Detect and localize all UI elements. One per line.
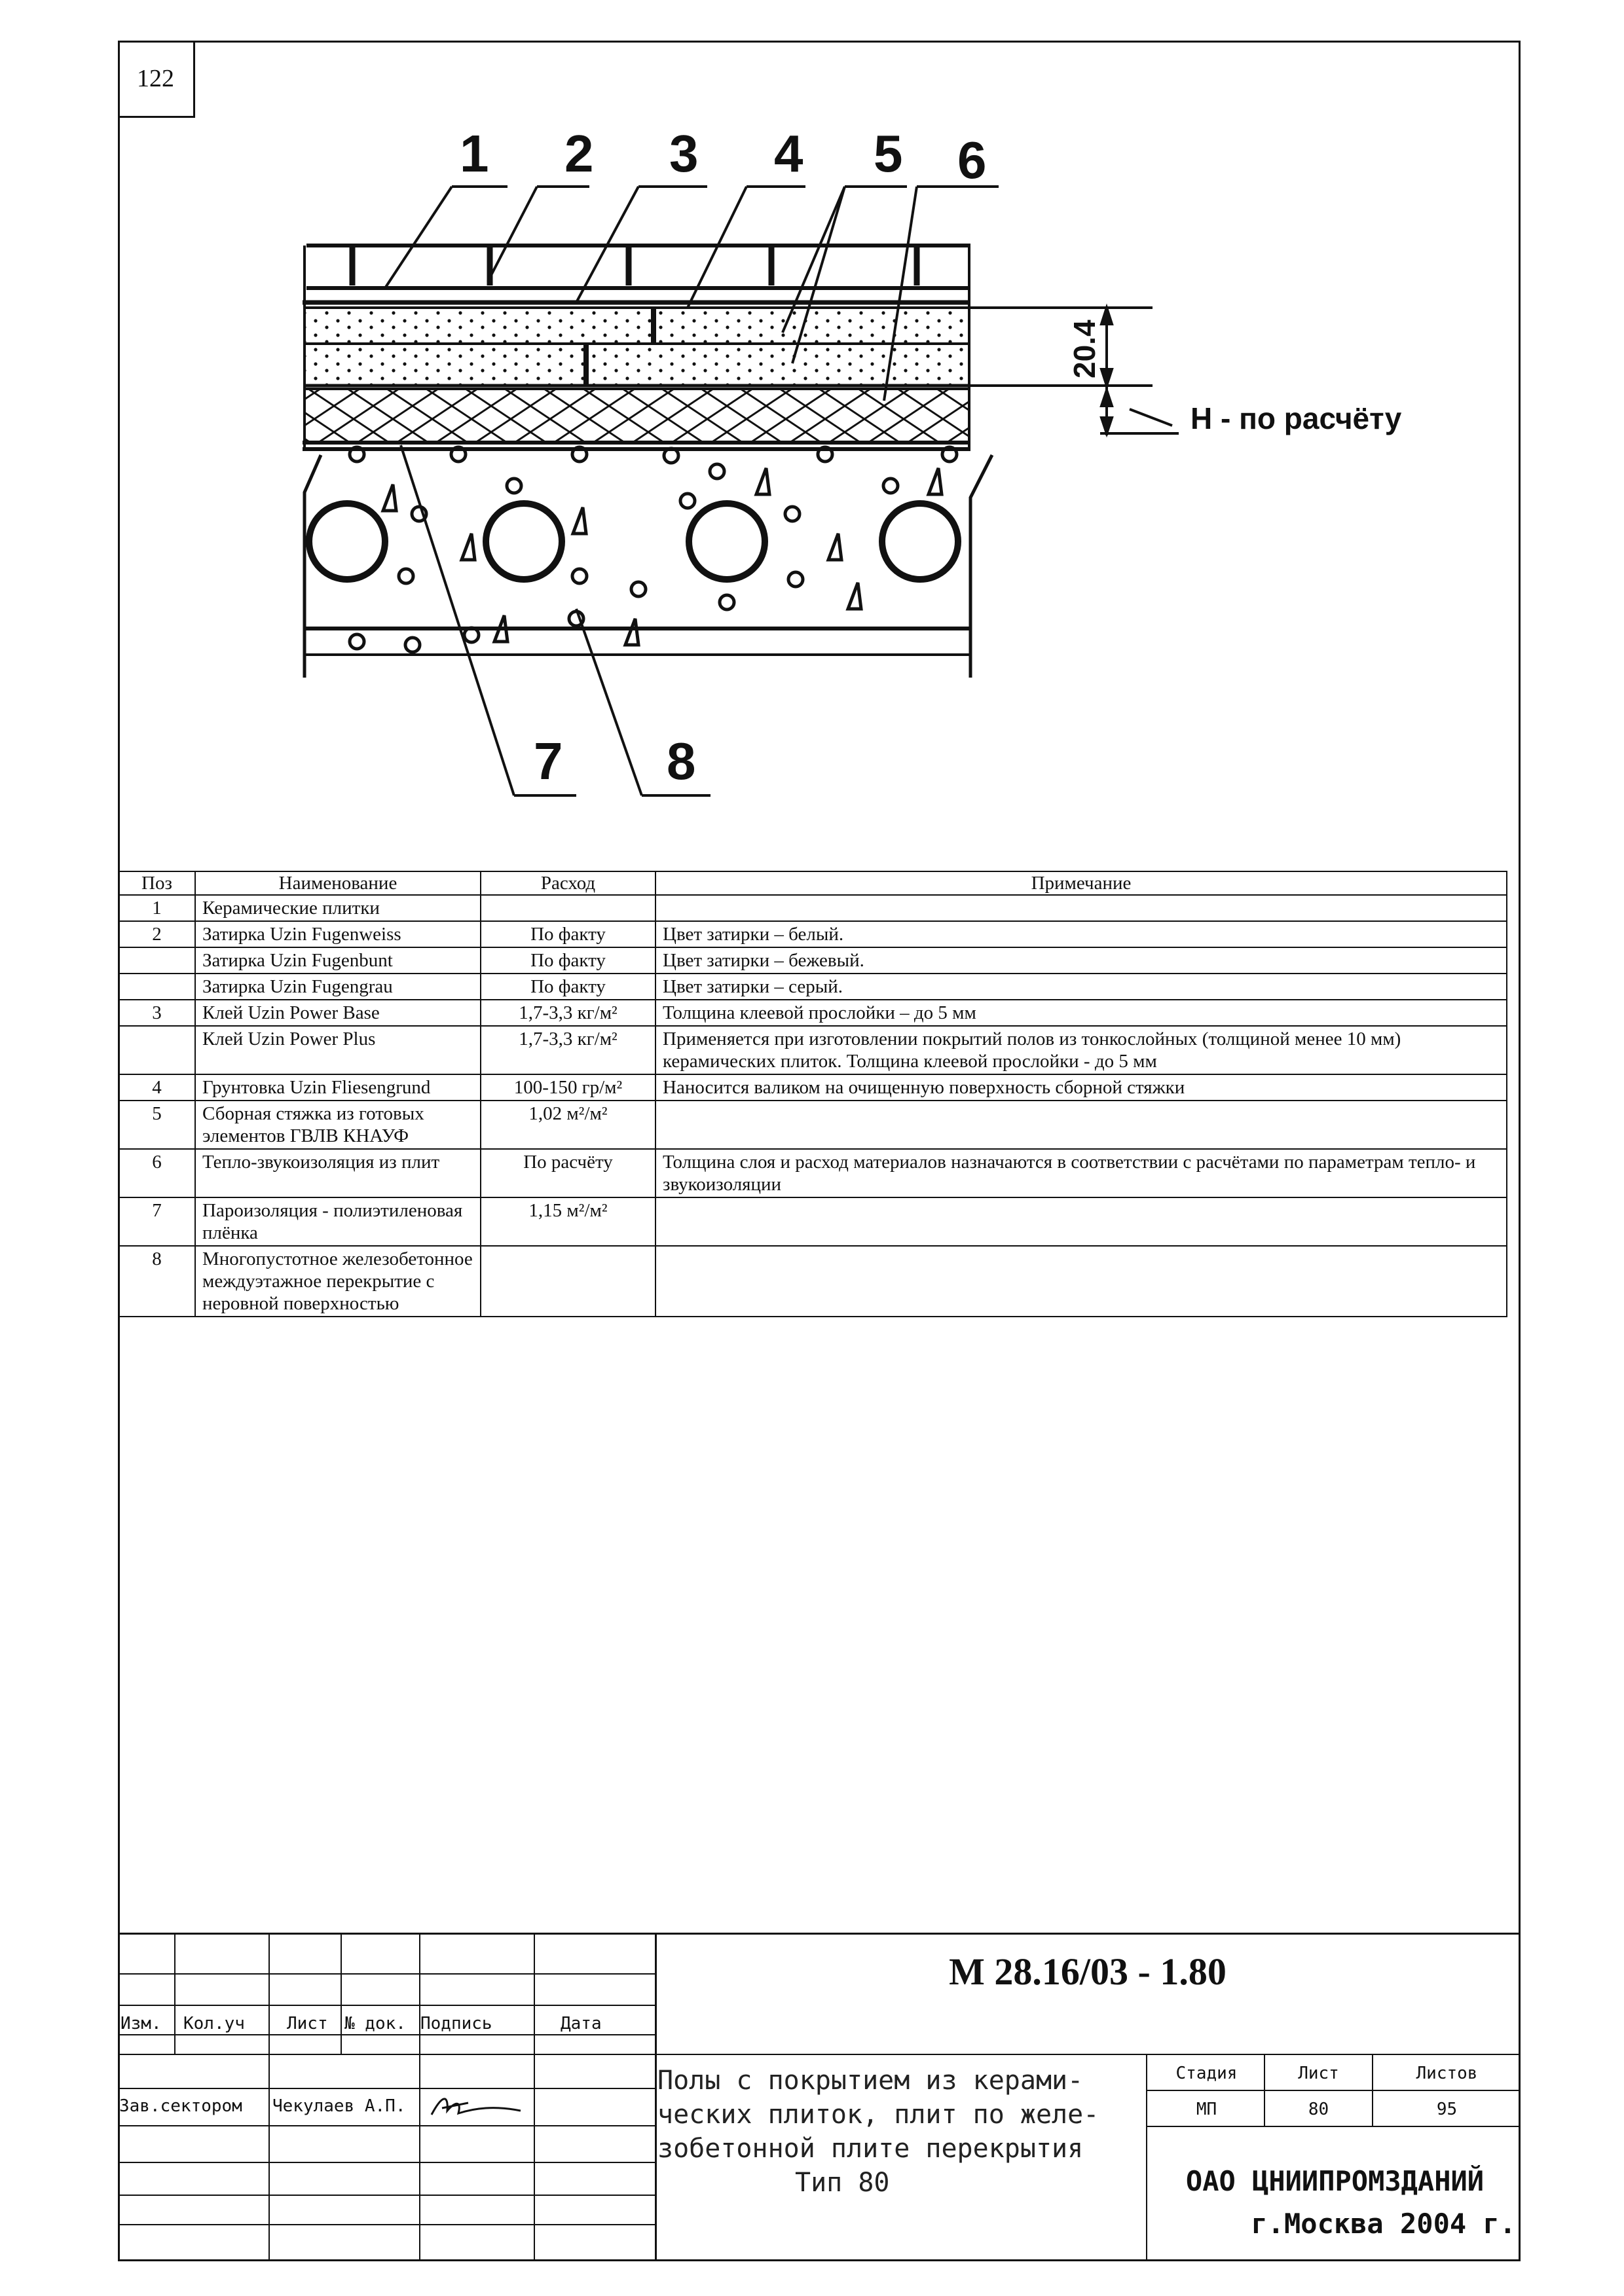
table-row <box>119 921 1507 947</box>
header-note: Примечание <box>655 871 1507 895</box>
table-row <box>119 974 1507 1000</box>
cell-note <box>655 1246 1507 1317</box>
cell-name: Клей Uzin Power Plus <box>195 1026 481 1074</box>
callout-1: 1 <box>460 124 489 183</box>
table-body <box>119 895 1507 1317</box>
organization: ОАО ЦНИИПРОМЗДАНИЙ <box>1185 2165 1485 2197</box>
header-pos: Поз <box>119 871 195 895</box>
table-row <box>119 1149 1507 1197</box>
header-usage: Расход <box>481 871 655 895</box>
callout-4: 4 <box>774 124 803 183</box>
cell-note: Цвет затирки – серый. <box>655 974 1507 1000</box>
title-line-4: Тип 80 <box>795 2168 890 2198</box>
cell-note: Цвет затирки – бежевый. <box>655 947 1507 974</box>
cell-name: Многопустотное железобетонное междуэтажное перекрытие с неровной поверхностью <box>195 1246 481 1317</box>
col-kol: Кол.уч <box>183 2014 245 2033</box>
col-izm: Изм. <box>120 2014 162 2033</box>
cell-note: Применяется при изготовлении покрытий полов из тонкослойных (толщиной менее 10 мм) керамических плиток. Толщина клеевой прослойки - до 5 мм <box>655 1026 1507 1074</box>
sheet-title <box>657 2064 1145 2200</box>
table-row <box>119 1197 1507 1246</box>
cell-name: Грунтовка Uzin Fliesengrund <box>195 1074 481 1101</box>
cell-name: Сборная стяжка из готовых элементов ГВЛВ КНАУФ <box>195 1101 481 1149</box>
stage-value: МП <box>1196 2100 1217 2119</box>
sheets-label: Листов <box>1416 2064 1478 2083</box>
callout-6: 6 <box>957 131 987 189</box>
cell-pos: 3 <box>119 1000 195 1026</box>
role-label: Зав.сектором <box>119 2096 242 2116</box>
cell-usage: 1,7-3,3 кг/м² <box>481 1000 655 1026</box>
signature <box>422 2088 534 2125</box>
cell-note <box>655 1101 1507 1149</box>
table-header-row <box>119 871 1507 895</box>
specification-table <box>118 871 1507 1317</box>
sheets-value: 95 <box>1436 2100 1458 2119</box>
cell-pos: 6 <box>119 1149 195 1197</box>
table-row <box>119 1246 1507 1317</box>
cell-note: Цвет затирки – белый. <box>655 921 1507 947</box>
dimension-note: Н - по расчёту <box>1190 401 1402 435</box>
title-line-3: зобетонной плите перекрытия <box>657 2134 1084 2164</box>
table-row <box>119 1000 1507 1026</box>
cell-pos <box>119 974 195 1000</box>
cell-usage: 1,7-3,3 кг/м² <box>481 1026 655 1074</box>
table-row <box>119 1074 1507 1101</box>
callout-2: 2 <box>564 124 594 183</box>
header-name: Наименование <box>195 871 481 895</box>
cell-name: Пароизоляция - полиэтиленовая плёнка <box>195 1197 481 1246</box>
hollow-core-slab <box>304 447 992 678</box>
col-list: Лист <box>287 2014 328 2033</box>
floor-section-drawing <box>0 0 1624 864</box>
cell-pos: 7 <box>119 1197 195 1246</box>
cell-usage: По факту <box>481 974 655 1000</box>
cell-pos: 1 <box>119 895 195 921</box>
sheet-value: 80 <box>1308 2100 1329 2119</box>
cell-name: Затирка Uzin Fugengrau <box>195 974 481 1000</box>
cell-name: Затирка Uzin Fugenbunt <box>195 947 481 974</box>
cell-usage: 1,15 м²/м² <box>481 1197 655 1246</box>
table-row <box>119 1101 1507 1149</box>
table-row <box>119 1026 1507 1074</box>
col-doc: № док. <box>344 2014 406 2033</box>
cell-pos <box>119 947 195 974</box>
cell-pos <box>119 1026 195 1074</box>
cell-note: Толщина слоя и расход материалов назначаются в соответствии с расчётами по параметрам тепло- и звукоизоляции <box>655 1149 1507 1197</box>
sheet-label: Лист <box>1298 2064 1339 2083</box>
col-sign: Подпись <box>420 2014 492 2033</box>
cell-pos: 4 <box>119 1074 195 1101</box>
callout-5: 5 <box>874 124 903 183</box>
cell-usage: 1,02 м²/м² <box>481 1101 655 1149</box>
page-number: 122 <box>118 41 195 118</box>
person-name: Чекулаев А.П. <box>272 2096 406 2116</box>
stage-label: Стадия <box>1175 2064 1238 2083</box>
cell-usage: По факту <box>481 921 655 947</box>
title-line-2: ческих плиток, плит по желе- <box>657 2100 1099 2130</box>
cell-note <box>655 1197 1507 1246</box>
cell-pos: 2 <box>119 921 195 947</box>
callout-7: 7 <box>534 732 563 790</box>
cell-usage: По расчёту <box>481 1149 655 1197</box>
cell-pos: 5 <box>119 1101 195 1149</box>
title-block <box>118 1933 1521 2261</box>
cell-note: Толщина клеевой прослойки – до 5 мм <box>655 1000 1507 1026</box>
callout-leaders <box>385 187 999 795</box>
col-date: Дата <box>561 2014 602 2033</box>
cell-name: Тепло-звукоизоляция из плит <box>195 1149 481 1197</box>
tile-layer <box>306 246 970 288</box>
table-row <box>119 895 1507 921</box>
callout-8: 8 <box>667 732 696 790</box>
table-row <box>119 947 1507 974</box>
dimension-value: 20.4 <box>1067 319 1101 378</box>
cell-usage <box>481 895 655 921</box>
cell-pos: 8 <box>119 1246 195 1317</box>
callout-3: 3 <box>669 124 699 183</box>
document-code: М 28.16/03 - 1.80 <box>949 1950 1227 1993</box>
cell-name: Затирка Uzin Fugenweiss <box>195 921 481 947</box>
cell-usage <box>481 1246 655 1317</box>
title-line-1: Полы с покрытием из керами- <box>657 2066 1084 2096</box>
cell-name: Керамические плитки <box>195 895 481 921</box>
cell-usage: По факту <box>481 947 655 974</box>
cell-note <box>655 895 1507 921</box>
cell-note: Наносится валиком на очищенную поверхность сборной стяжки <box>655 1074 1507 1101</box>
city-year: г.Москва 2004 г. <box>1251 2208 1516 2240</box>
cell-name: Клей Uzin Power Base <box>195 1000 481 1026</box>
cell-usage: 100-150 гр/м² <box>481 1074 655 1101</box>
